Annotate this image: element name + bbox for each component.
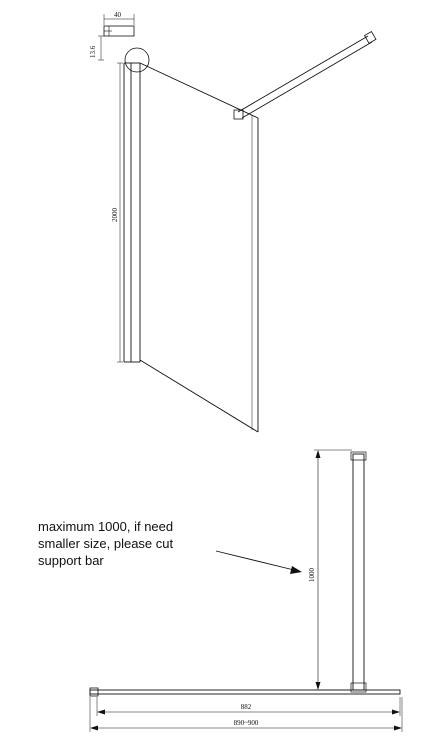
note-line-1: maximum 1000, if need xyxy=(38,519,174,534)
support-bar xyxy=(234,32,376,119)
note-line-2: smaller size, please cut xyxy=(38,536,174,551)
cut-instruction-note xyxy=(38,518,238,569)
plan-view xyxy=(90,450,402,732)
profile-width-dim: 40 xyxy=(114,11,121,19)
detail-circle xyxy=(125,48,149,72)
support-bar-length-dim: 1000 xyxy=(308,568,316,582)
profile-depth-dim: 13.6 xyxy=(89,45,97,58)
height-dim: 2000 xyxy=(111,208,119,222)
profile-detail xyxy=(98,14,134,60)
perspective-view xyxy=(89,11,376,432)
plan-support-bar xyxy=(351,452,366,692)
glass-panel xyxy=(140,63,258,432)
overall-width-dim: 890~900 xyxy=(233,719,259,727)
plan-length-dimension xyxy=(314,450,352,690)
panel-width-dim: 882 xyxy=(240,703,252,711)
wall-profile xyxy=(124,63,140,362)
note-line-3: support bar xyxy=(38,553,104,568)
